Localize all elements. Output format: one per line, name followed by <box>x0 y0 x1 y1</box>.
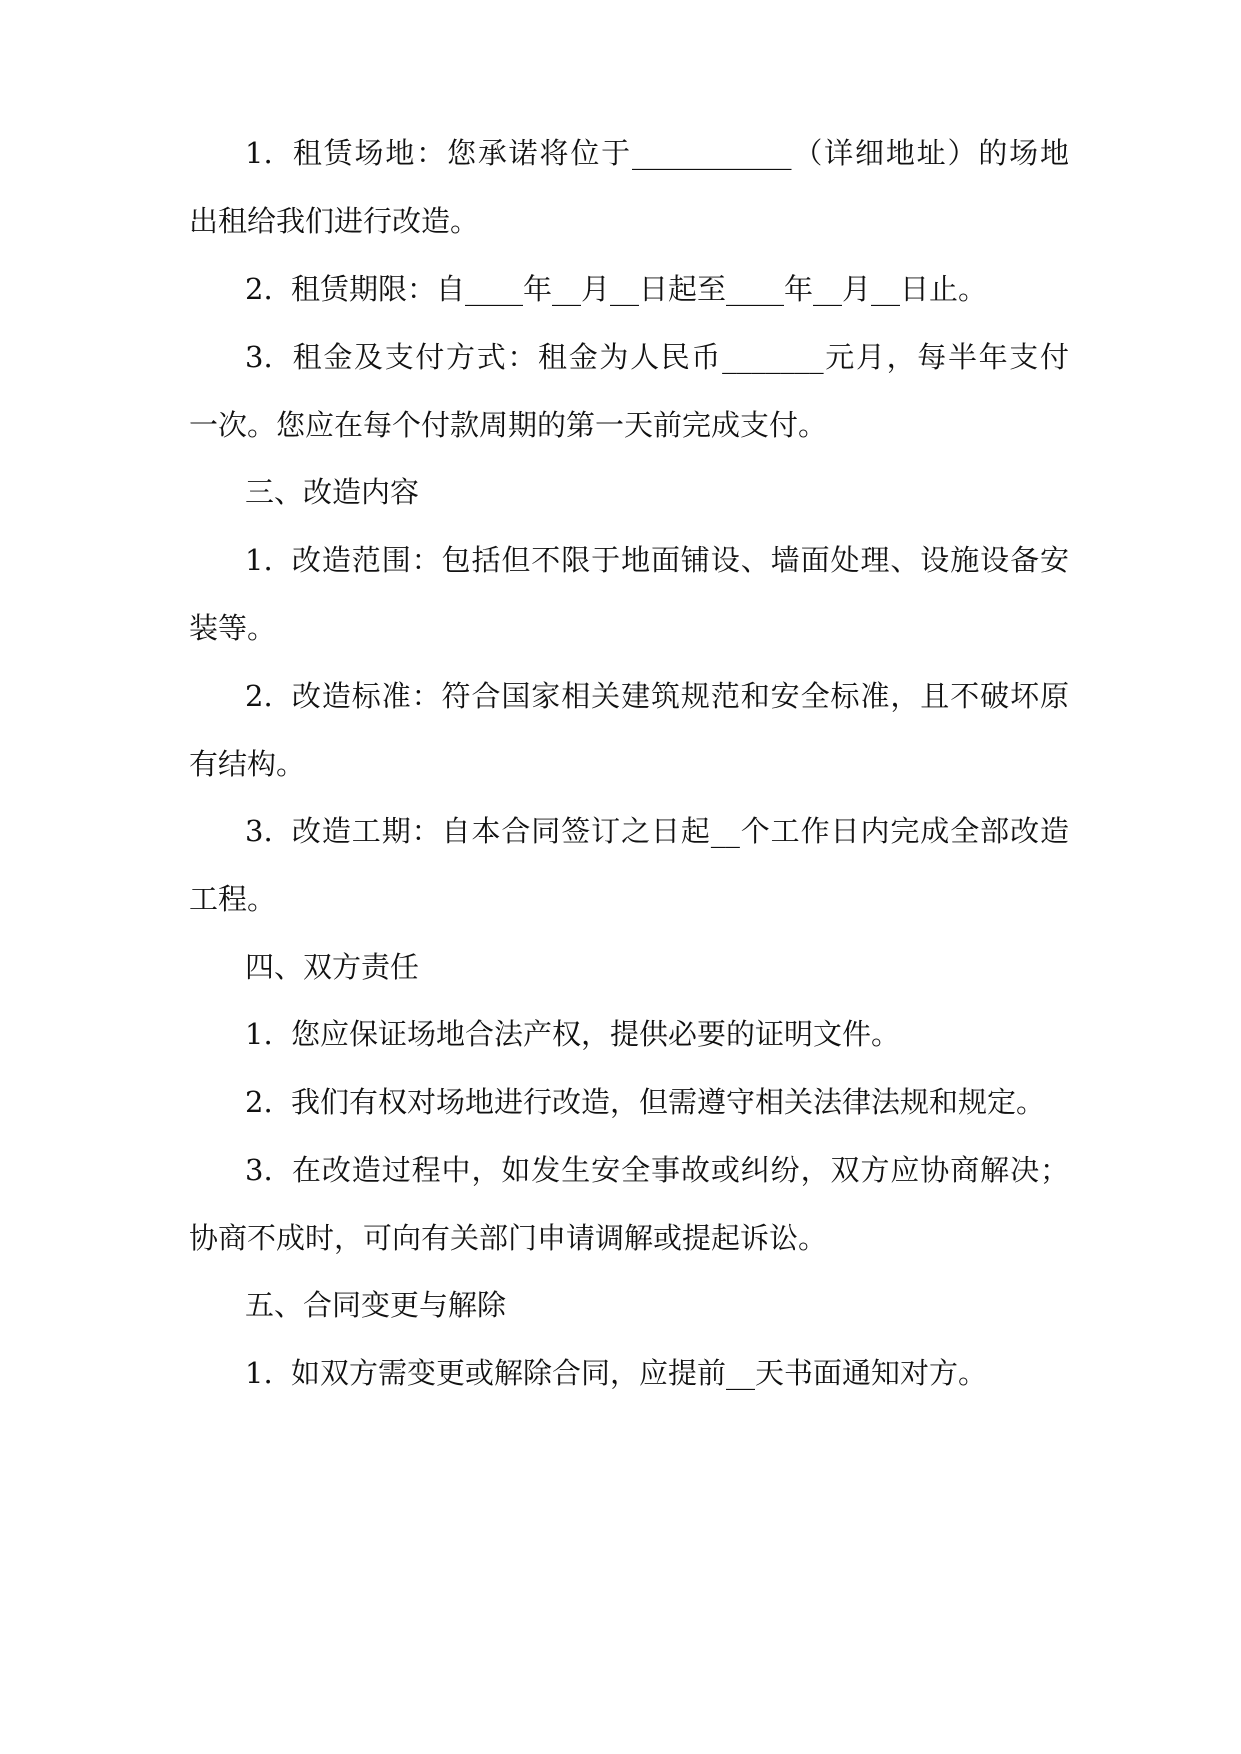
dispute-text: 在改造过程中，如发生安全事故或纠纷，双方应协商解决； <box>291 1153 1069 1187</box>
renovation-standard-line-2: 有结构。 <box>189 747 306 781</box>
list-number: 3. <box>245 814 273 848</box>
ownership-duty-line <box>245 1014 1069 1054</box>
rent-payment-line-2: 一次。您应在每个付款周期的第一天前完成支付。 <box>189 408 828 442</box>
list-number: 1. <box>245 136 273 170</box>
rental-site-line-1 <box>245 133 1069 173</box>
section-heading-renovation: 三、改造内容 <box>245 475 420 509</box>
ownership-duty-text: 您应保证场地合法产权，提供必要的证明文件。 <box>291 1017 901 1051</box>
list-number: 1. <box>245 1017 273 1051</box>
renovation-right-line <box>245 1082 1069 1122</box>
dispute-line-1 <box>245 1150 1069 1190</box>
list-number: 2. <box>245 679 273 713</box>
rental-period-text: 租赁期限：自____年__月__日起至____年__月__日止。 <box>291 272 988 306</box>
list-number: 2. <box>245 272 273 306</box>
renovation-standard-text: 改造标准：符合国家相关建筑规范和安全标准，且不破坏原 <box>291 679 1069 713</box>
renovation-scope-text: 改造范围：包括但不限于地面铺设、墙面处理、设施设备安 <box>291 543 1069 577</box>
list-number: 3. <box>245 1153 273 1187</box>
renovation-scope-line-1 <box>245 540 1069 580</box>
renovation-standard-line-1 <box>245 676 1069 716</box>
list-number: 1. <box>245 1356 273 1390</box>
section-heading-contract-change: 五、合同变更与解除 <box>245 1288 507 1322</box>
rent-payment-text: 租金及支付方式：租金为人民币_______元月，每半年支付 <box>291 340 1069 374</box>
rental-period-line <box>245 269 1069 309</box>
rental-site-line-2: 出租给我们进行改造。 <box>189 204 480 238</box>
notice-period-text: 如双方需变更或解除合同，应提前__天书面通知对方。 <box>291 1356 988 1390</box>
dispute-line-2: 协商不成时，可向有关部门申请调解或提起诉讼。 <box>189 1221 828 1255</box>
section-heading-responsibilities: 四、双方责任 <box>245 950 420 984</box>
list-number: 3. <box>245 340 273 374</box>
rental-site-text: 租赁场地：您承诺将位于___________（详细地址）的场地 <box>291 136 1069 170</box>
renovation-duration-text: 改造工期：自本合同签订之日起__个工作日内完成全部改造 <box>291 814 1069 848</box>
notice-period-line <box>245 1353 1069 1393</box>
renovation-scope-line-2: 装等。 <box>189 611 277 645</box>
list-number: 1. <box>245 543 273 577</box>
renovation-duration-line-1 <box>245 811 1069 851</box>
list-number: 2. <box>245 1085 273 1119</box>
renovation-duration-line-2: 工程。 <box>189 882 277 916</box>
rent-payment-line-1 <box>245 337 1069 377</box>
renovation-right-text: 我们有权对场地进行改造，但需遵守相关法律法规和规定。 <box>291 1085 1046 1119</box>
